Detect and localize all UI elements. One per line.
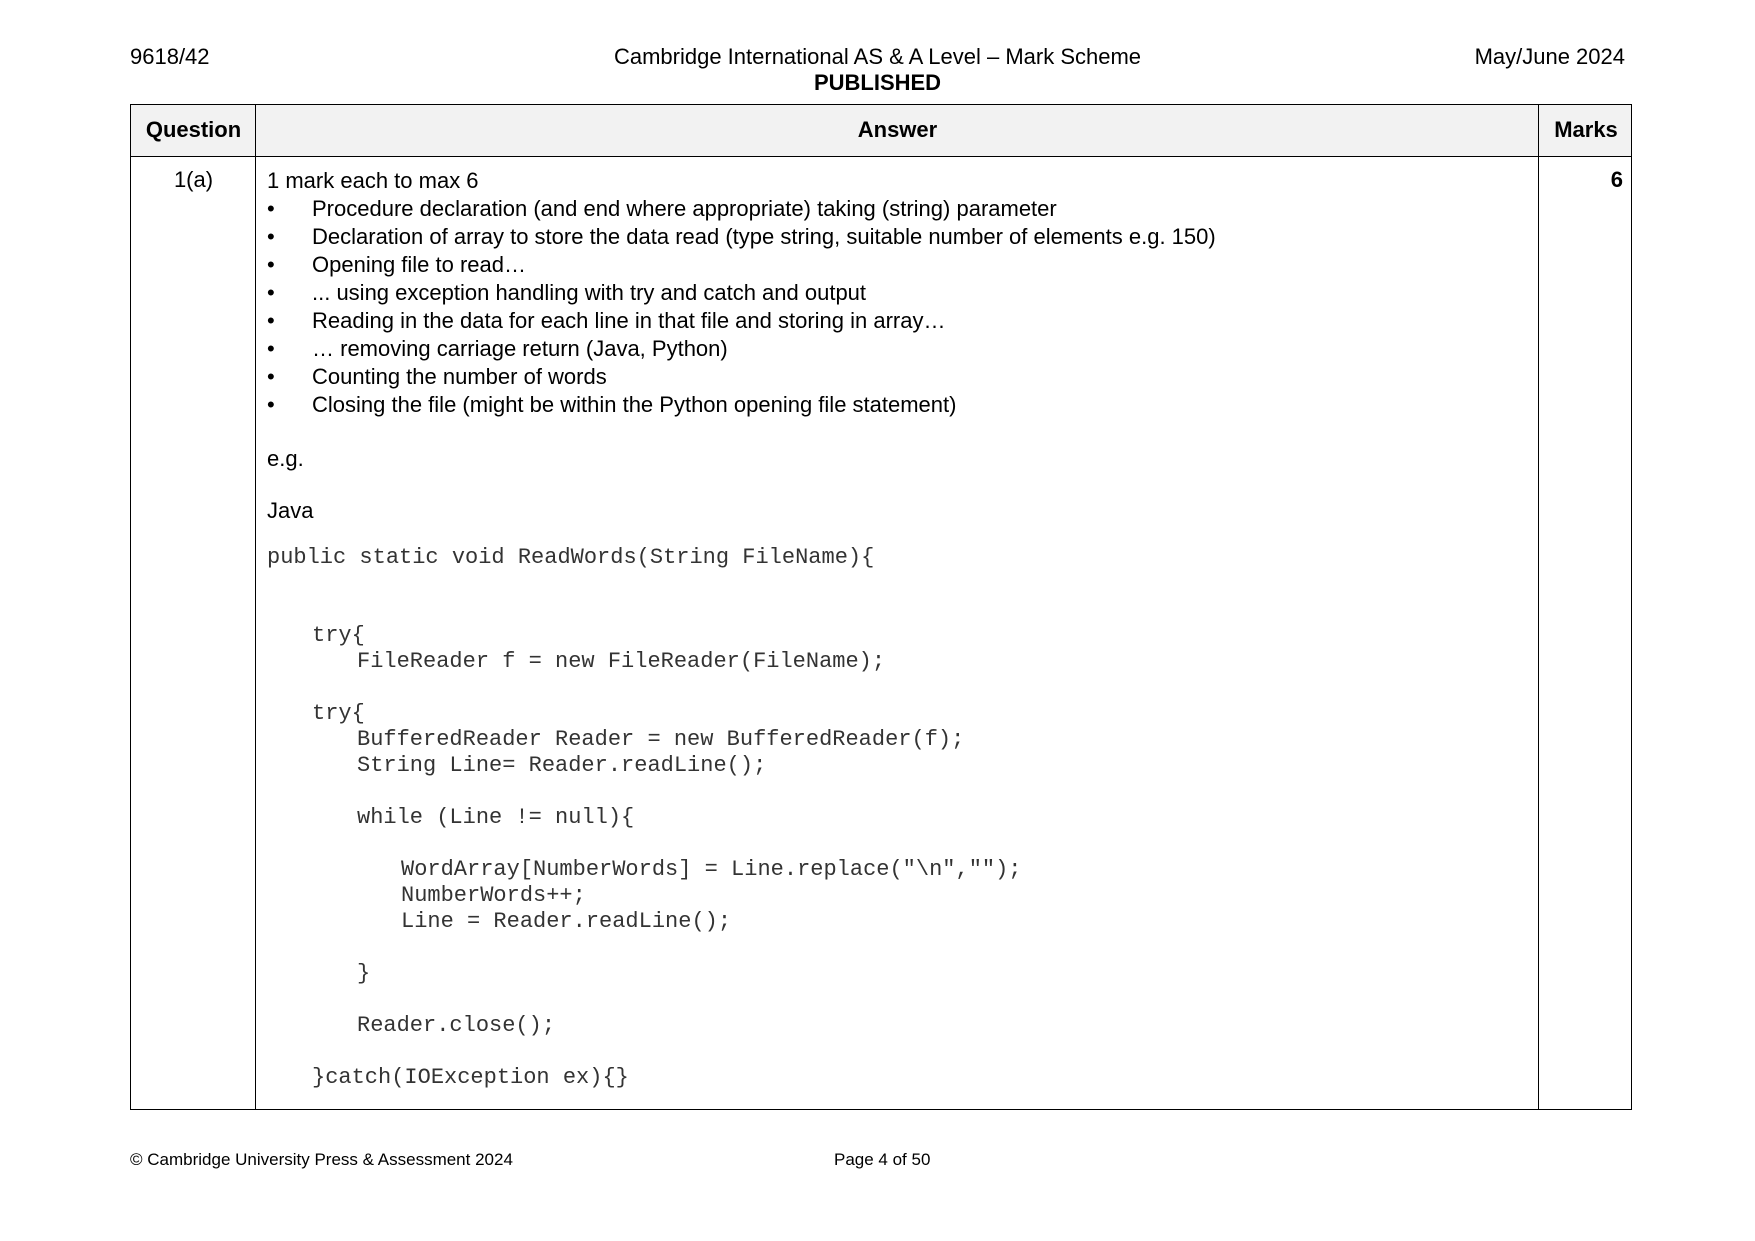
mark-scheme-table (130, 104, 1632, 1110)
example-label: e.g. (267, 446, 304, 471)
marks-value: 6 (1610, 167, 1623, 192)
code-line: FileReader f = new FileReader(FileName); (357, 649, 886, 674)
published-label: PUBLISHED (813, 70, 942, 95)
code-block (267, 545, 1527, 1091)
marking-point: • Procedure declaration (and end where appropriate) taking (string) parameter (267, 195, 1527, 223)
column-divider (1538, 105, 1539, 1109)
marking-intro: 1 mark each to max 6 (267, 168, 479, 193)
marking-point: • Closing the file (might be within the Python opening file statement) (267, 391, 1527, 419)
code-line: }catch(IOException ex){} (312, 1065, 629, 1090)
copyright-notice: © Cambridge University Press & Assessment 2024 (130, 1150, 513, 1169)
code-line: WordArray[NumberWords] = Line.replace("\n",""); (401, 857, 1022, 882)
table-header-row (131, 105, 1631, 157)
paper-code: 9618/42 (130, 44, 210, 69)
marking-point: • Declaration of array to store the data read (type string, suitable number of elements e.g. 150) (267, 223, 1527, 251)
page-number: Page 4 of 50 (834, 1150, 931, 1169)
code-line: String Line= Reader.readLine(); (357, 753, 767, 778)
document-title: Cambridge International AS & A Level – Mark Scheme (613, 44, 1142, 69)
code-line: Reader.close(); (357, 1013, 556, 1038)
column-header-question: Question (145, 117, 242, 142)
exam-session: May/June 2024 (1474, 44, 1625, 69)
question-number: 1(a) (173, 167, 214, 192)
answer-cell (267, 167, 1527, 1091)
marking-point: • … removing carriage return (Java, Python) (267, 335, 1527, 363)
code-line: public static void ReadWords(String FileName){ (267, 545, 875, 570)
column-header-marks: Marks (1554, 117, 1618, 142)
marking-point: • ... using exception handling with try and catch and output (267, 279, 1527, 307)
marking-point: • Counting the number of words (267, 363, 1527, 391)
language-label: Java (267, 498, 314, 523)
code-line: } (357, 961, 371, 986)
code-line: BufferedReader Reader = new BufferedReader(f); (357, 727, 965, 752)
code-line: try{ (312, 623, 365, 648)
marking-points (267, 195, 1527, 419)
code-line: while (Line != null){ (357, 805, 635, 830)
code-line: Line = Reader.readLine(); (401, 909, 732, 934)
marking-point: • Opening file to read… (267, 251, 1527, 279)
code-line: try{ (312, 701, 365, 726)
marking-point: • Reading in the data for each line in that file and storing in array… (267, 307, 1527, 335)
column-header-answer: Answer (857, 117, 938, 142)
code-line: NumberWords++; (401, 883, 586, 908)
column-divider (255, 105, 256, 1109)
